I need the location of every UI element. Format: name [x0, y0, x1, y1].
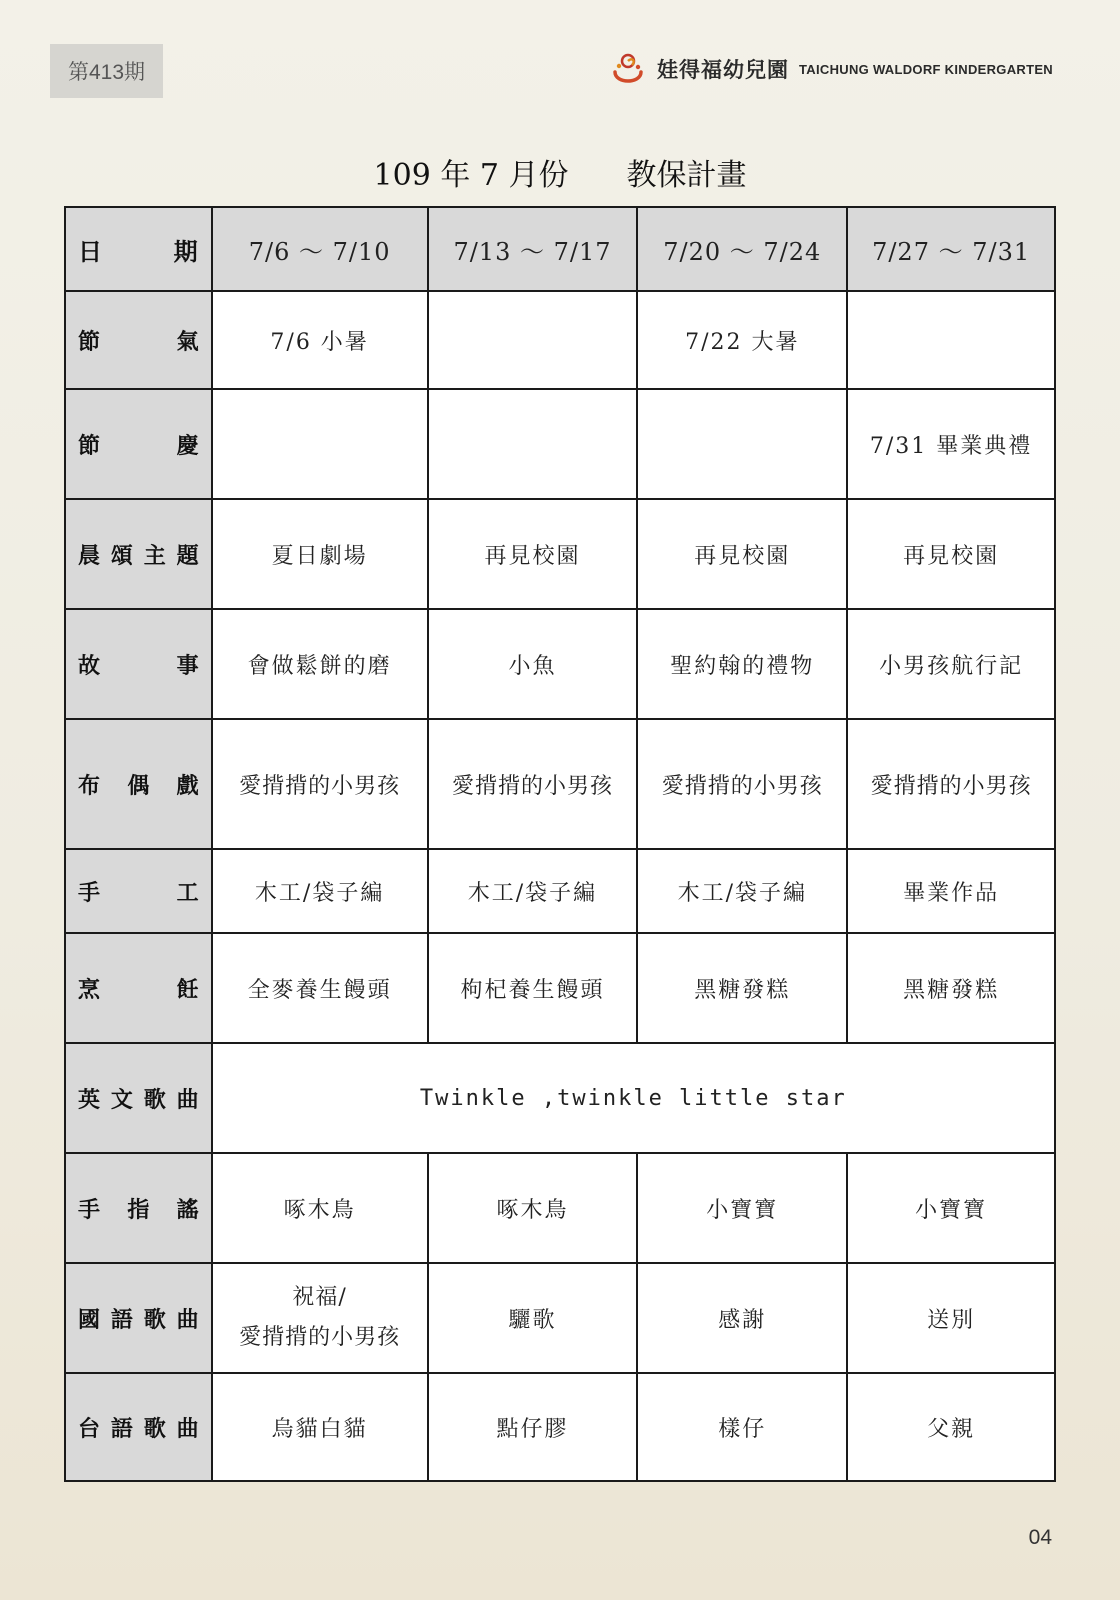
table-row: [65, 609, 1055, 719]
table-cell: 父親: [847, 1373, 1055, 1481]
teaching-plan-table: [64, 206, 1056, 1482]
table-cell: 聖約翰的禮物: [637, 609, 847, 719]
table-cell: 再見校園: [847, 499, 1055, 609]
row-label-date: 日 期: [65, 207, 212, 291]
table-cell: 全麥養生饅頭: [212, 933, 428, 1043]
table-cell: 愛揹揹的小男孩: [428, 719, 638, 849]
cell-line: 祝福/: [292, 1285, 347, 1310]
brand-name-english: TAICHUNG WALDORF KINDERGARTEN: [799, 61, 1053, 77]
table-cell: 夏日劇場: [212, 499, 428, 609]
table-cell: [428, 389, 638, 499]
table-cell: 7/6 小暑: [212, 291, 428, 389]
table-row: [65, 1153, 1055, 1263]
brand-name-chinese: 娃得福幼兒園: [657, 58, 789, 82]
table-row: [65, 1263, 1055, 1373]
title-month: 109 年 7 月份: [373, 158, 569, 193]
row-label-puppet-show: 布 偶 戲: [65, 719, 212, 849]
page-number: 04: [1028, 1526, 1052, 1549]
row-label-finger-rhyme: 手 指 謠: [65, 1153, 212, 1263]
table-cell: 樣仔: [637, 1373, 847, 1481]
brand-header: [607, 48, 1053, 90]
kindergarten-logo-icon: [607, 48, 649, 90]
table-cell: 7/31 畢業典禮: [847, 389, 1055, 499]
row-label-taiwanese-song: 台 語 歌 曲: [65, 1373, 212, 1481]
row-label-english-song: 英 文 歌 曲: [65, 1043, 212, 1153]
row-label-festival: 節 慶: [65, 389, 212, 499]
table-row: [65, 207, 1055, 291]
row-label-morning-theme: 晨 頌 主 題: [65, 499, 212, 609]
week-header: 7/20 ～ 7/24: [637, 207, 847, 291]
table-cell: 7/22 大暑: [637, 291, 847, 389]
table-row: [65, 291, 1055, 389]
table-row: [65, 1373, 1055, 1481]
table-cell: [637, 389, 847, 499]
table-cell: [428, 291, 638, 389]
table-cell: 木工/袋子編: [637, 849, 847, 933]
table-row: [65, 499, 1055, 609]
table-row: [65, 1043, 1055, 1153]
table-cell: 黑糖發糕: [847, 933, 1055, 1043]
table-row: [65, 719, 1055, 849]
table-cell: 再見校園: [428, 499, 638, 609]
table-cell: 感謝: [637, 1263, 847, 1373]
table-cell: [212, 389, 428, 499]
cell-line: 愛揹揹的小男孩: [239, 1325, 401, 1350]
table-row: [65, 389, 1055, 499]
table-cell: 小寶寶: [637, 1153, 847, 1263]
row-label-handwork: 手 工: [65, 849, 212, 933]
table-cell: 啄木鳥: [212, 1153, 428, 1263]
table-cell: 木工/袋子編: [428, 849, 638, 933]
table-row: [65, 849, 1055, 933]
table-cell: 再見校園: [637, 499, 847, 609]
table-cell: 小魚: [428, 609, 638, 719]
row-label-mandarin-song: 國 語 歌 曲: [65, 1263, 212, 1373]
week-header: 7/13 ～ 7/17: [428, 207, 638, 291]
table-cell: 木工/袋子編: [212, 849, 428, 933]
row-label-cooking: 烹 飪: [65, 933, 212, 1043]
table-cell: 啄木鳥: [428, 1153, 638, 1263]
issue-badge: 第413期: [50, 44, 163, 98]
table-cell: 枸杞養生饅頭: [428, 933, 638, 1043]
row-label-story: 故 事: [65, 609, 212, 719]
table-cell: 小男孩航行記: [847, 609, 1055, 719]
table-cell: 小寶寶: [847, 1153, 1055, 1263]
table-cell: [212, 1263, 428, 1373]
table-cell: 點仔膠: [428, 1373, 638, 1481]
table-cell: 會做鬆餅的磨: [212, 609, 428, 719]
week-header: 7/27 ～ 7/31: [847, 207, 1055, 291]
row-label-solar-term: 節 氣: [65, 291, 212, 389]
table-cell: 愛揹揹的小男孩: [212, 719, 428, 849]
title-plan: 教保計畫: [626, 158, 747, 193]
page-title: [0, 150, 1120, 194]
table-cell: 愛揹揹的小男孩: [637, 719, 847, 849]
week-header: 7/6 ～ 7/10: [212, 207, 428, 291]
table-row: [65, 933, 1055, 1043]
table-cell: 烏貓白貓: [212, 1373, 428, 1481]
english-song-cell: Twinkle ,twinkle little star: [212, 1043, 1055, 1153]
table-cell: 送別: [847, 1263, 1055, 1373]
table-cell: [847, 291, 1055, 389]
table-cell: 黑糖發糕: [637, 933, 847, 1043]
table-cell: 畢業作品: [847, 849, 1055, 933]
table-cell: 驪歌: [428, 1263, 638, 1373]
table-cell: 愛揹揹的小男孩: [847, 719, 1055, 849]
